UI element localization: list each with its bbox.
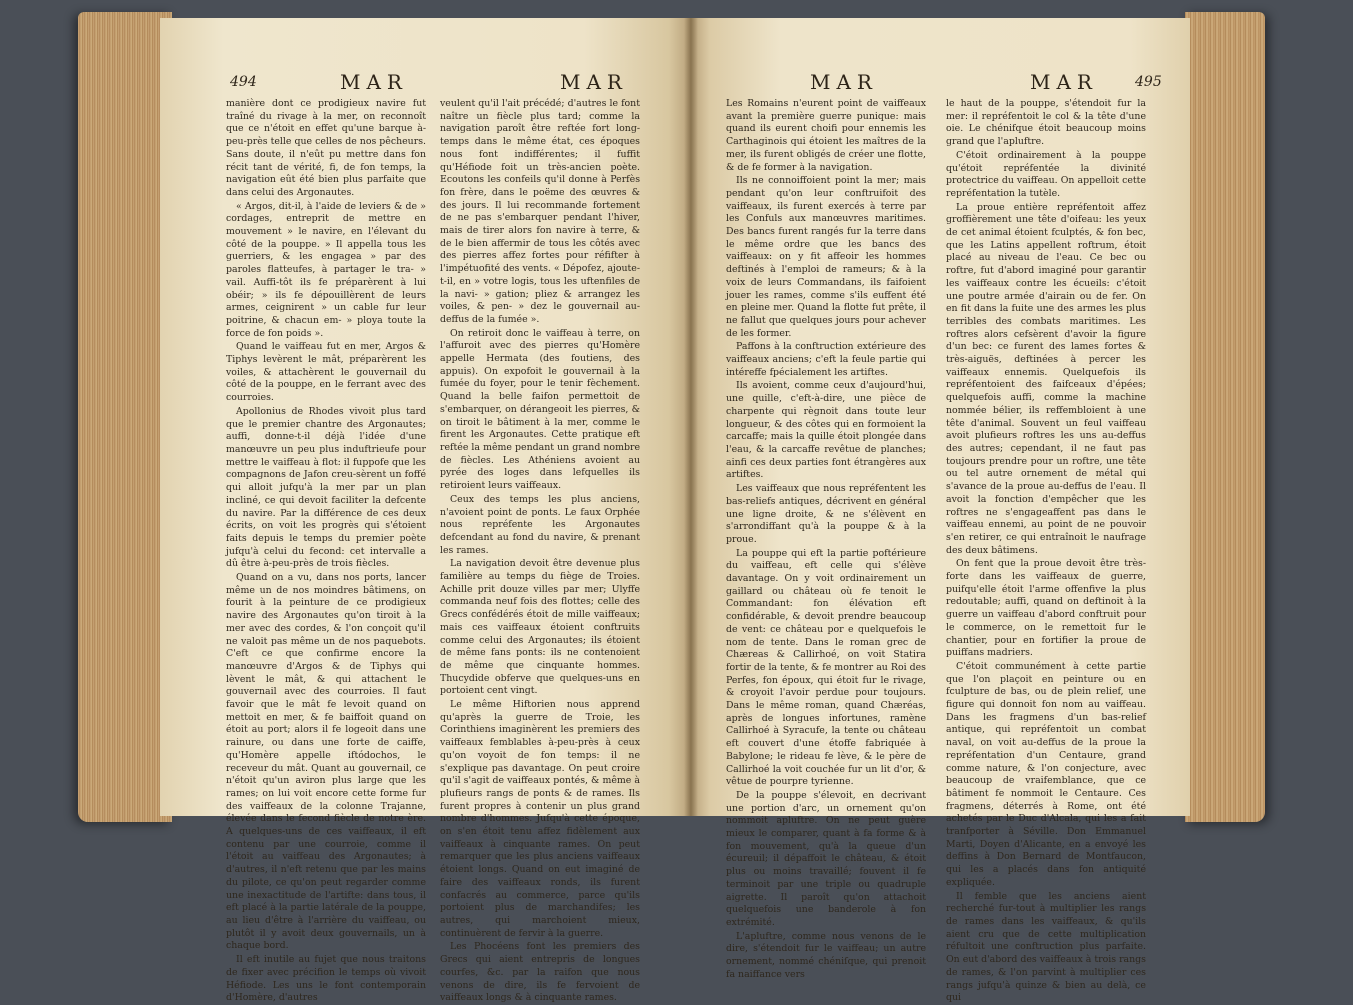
- running-head-left-2: MAR: [560, 70, 628, 94]
- paragraph: Les vaiffeaux que nous repréfentent les bas-reliefs antiques, décrivent en général une ligne droite, & ne s'élèvent en s'arrondiffant qu'à la pouppe & à la proue.: [726, 483, 926, 545]
- left-page-column-1: [226, 98, 426, 1004]
- book-gutter: [684, 18, 698, 816]
- paragraph: manière dont ce prodigieux navire fut traîné du rivage à la mer, on reconnoît que ce n'étoit en effet qu'une barque à-peu-près telle que celles de nos pêcheurs. Sans doute, il n'eût pu mettre dans fon récit tant de vérité, fi, de fon temps, la navigation eût été bien plus parfaite que dans celui des Argonautes.: [226, 98, 426, 198]
- left-page-column-2: [440, 98, 640, 1004]
- paragraph: On fent que la proue devoit être très-forte dans les vaiffeaux de guerre, puifqu'elle étoit l'arme offenfive la plus redoutable; auffi, quand on deftinoit à la guerre un vaiffeau d'abord conftruit pour le commerce, on le remettoit fur le chantier, pour en fortifier la proue de puiffans madriers.: [946, 558, 1146, 659]
- running-head-left-1: MAR: [340, 70, 408, 94]
- paragraph: Il eft inutile au fujet que nous traitons de fixer avec précifion le temps où vivoit Héfiode. Les uns le font contemporain d'Homère, d'autres: [226, 954, 426, 1004]
- paragraph: Paffons à la conftruction extérieure des vaiffeaux anciens; c'eft la feule partie qui intéreffe fpécialement les artiftes.: [726, 341, 926, 378]
- paragraph: Apollonius de Rhodes vivoit plus tard que le premier chantre des Argonautes; auffi, donne-t-il déjà l'idée d'une manœuvre un peu plus induftrieufe pour mettre le vaiffeau à flot: il fuppofe que les compagnons de Jafon creu-sèrent un foffé qui alloit jufqu'à la mer par un plan incliné, ce qui devoit faciliter la defcente du navire. Par la différence de ces deux écrits, on voit les progrès qui s'étoient faits depuis le temps du premier poète jufqu'à celui du fecond: cet intervalle a dû être à-peu-près de trois fiècles.: [226, 405, 426, 570]
- paragraph: La pouppe qui eft la partie poftérieure du vaiffeau, eft celle qui s'élève davantage. On y voit ordinairement un gaillard ou château où fe tenoit le Commandant: fon élévation eft confidérable, & devoit prendre beaucoup de vent: ce château por e quelquefois le nom de tente. Dans le roman grec de Chæreas & Callirhoé, on voit Statira fortir de la tente, & fe montrer au Roi des Perfes, fon époux, qui étoit fur le rivage, & croyoit l'avoir perdue pour toujours. Dans le même roman, quand Chæréas, après de longues infortunes, ramène Callirhoé à Syracufe, la tente ou château eft couvert d'une étoffe fabriquée à Babylone; le rideau fe lève, & le père de Callirhoé la voit couchée fur un lit d'or, & vêtue de pourpre tyrienne.: [726, 547, 926, 788]
- paragraph: On retiroit donc le vaiffeau à terre, on l'affuroit avec des pierres qu'Homère appelle Hermata (des foutiens, des appuis). On expofoit le gouvernail à la fumée du foyer, pour le tenir fèchement. Quand la belle faifon permettoit de s'embarquer, on dérangeoit les pierres, & on tiroit le bâtiment à la mer, comme le firent les Argonautes. Cette pratique eft reftée la même pendant un grand nombre de fiècles. Les Athéniens avoient au pyrée des loges dans lefquelles ils retiroient leurs vaiffeaux.: [440, 327, 640, 492]
- paragraph: veulent qu'il l'ait précédé; d'autres le font naître un fiècle plus tard; comme la navigation paroît être reftée fort long-temps dans le même état, ces époques nous font indifférentes; il fuffit qu'Héfiode foit un très-ancien poète. Ecoutons les confeils qu'il donne à Perfès fon frère, dans le poëme des œuvres & des jours. Il lui recommande fortement de ne pas s'embarquer pendant l'hiver, mais de tirer alors fon navire à terre, & de le bien affermir de tous les côtés avec des pierres affez fortes pour réfifter à l'impétuofité des vents. « Dépofez, ajoute-t-il, en » votre logis, tous les uftenfiles de la navi- » gation; pliez & arrangez les voiles, & pen- » dez le gouvernail au-deffus de la fumée ».: [440, 98, 640, 325]
- page-number-left: 494: [230, 74, 257, 90]
- paragraph: Ils avoient, comme ceux d'aujourd'hui, une quille, c'eft-à-dire, une pièce de charpente qui règnoit dans toute leur longueur, & des côtes qui en formoient la carcaffe; mais la quille étoit plongée dans l'eau, & la carcaffe revêtue de planches; ainfi ces deux parties font étrangères aux artiftes.: [726, 380, 926, 481]
- paragraph: « Argos, dit-il, à l'aide de leviers & de » cordages, entreprit de mettre en mouvement » le navire, en l'élevant du côté de la pouppe. » Il appella tous les guerriers, & les engagea » par des paroles flatteufes, à partager le tra- » vail. Auffi-tôt ils fe préparèrent à lui obéir; » ils fe dépouillèrent de leurs armes, ceignirent » un cable fur leur poitrine, & chacun em- » ploya toute la force de fon poids ».: [226, 200, 426, 339]
- paragraph: La proue entière repréfentoit affez groffièrement une tête d'oifeau: les yeux de cet animal étoient fculptés, & fon bec, que les Latins appellent roftrum, étoit placé au niveau de l'eau. Ce bec ou roftre, fut d'abord imaginé pour garantir les vaiffeaux contre les écueils: c'étoit une poutre armée d'airain ou de fer. On en fit dans la fuite une des armes les plus terribles des combats maritimes. Les roftres alors cefsèrent d'avoir la figure d'un bec: ce furent des lames fortes & très-aiguës, deftinées à percer les vaiffeaux ennemis. Quelquefois ils repréfentoient des faifceaux d'épées; quelquefois auffi, comme la machine nommée bélier, ils reffembloient à une tête d'animal. Souvent un feul vaiffeau avoit plufieurs roftres les uns au-deffus des autres; cependant, il ne faut pas toujours prendre pour un roftre, une tête ou tel autre ornement de métal qui s'avance de la proue au-deffus de l'eau. Il avoit la fonction d'empêcher que les roftres ne s'engageaffent pas dans le vaiffeau ennemi, au point de ne pouvoir s'en retirer, ce qui entraînoit le naufrage des deux bâtimens.: [946, 201, 1146, 556]
- paragraph: C'étoit ordinairement à la pouppe qu'étoit repréfentée la divinité protectrice du vaiffeau. On appelloit cette repréfentation la tutèle.: [946, 149, 1146, 199]
- paragraph: le haut de la pouppe, s'étendoit fur la mer: il repréfentoit le col & la tête d'une oie. Le chénifque étoit beaucoup moins grand que l'apluftre.: [946, 98, 1146, 148]
- paragraph: Il femble que les anciens aient recherché fur-tout à multiplier les rangs de rames dans les vaiffeaux, & qu'ils aient cru que de cette multiplication réfultoit une conftruction plus parfaite. On eut d'abord des vaiffeaux à trois rangs de rames, & l'on parvint à multiplier ces rangs jufqu'à quinze & bien au delà, ce qui: [946, 890, 1146, 1004]
- paragraph: Les Romains n'eurent point de vaiffeaux avant la première guerre punique: mais quand ils eurent choifi pour ennemis les Carthaginois qui étoient les maîtres de la mer, ils furent obligés de créer une flotte, & de fe former à la navigation.: [726, 98, 926, 173]
- right-page-column-2: [946, 98, 1146, 1004]
- paragraph: Le même Hiftorien nous apprend qu'après la guerre de Troie, les Corinthiens imaginèrent les premiers des vaiffeaux femblables à-peu-près à ceux qu'on voyoit de fon temps: il ne s'explique pas davantage. On peut croire qu'il s'agit de vaiffeaux pontés, & même à plufieurs rangs de ponts & de rames. Ils furent propres à contenir un plus grand nombre d'hommes. Jufqu'à cette époque, on s'en étoit tenu affez fidèlement aux vaiffeaux à cinquante rames. On peut remarquer que les plus anciens vaiffeaux étoient longs. Quand on eut imaginé de faire des vaiffeaux ronds, ils furent confacrés au commerce, parce qu'ils portoient plus de marchandifes; les autres, qui marchoient mieux, continuèrent de fervir à la guerre.: [440, 699, 640, 939]
- paragraph: Quand le vaiffeau fut en mer, Argos & Tiphys levèrent le mât, préparèrent les voiles, & attachèrent le gouvernail du côté de la pouppe, en le ferrant avec des courroies.: [226, 341, 426, 404]
- paragraph: La navigation devoit être devenue plus familière au temps du fiège de Troies. Achille prit douze villes par mer; Ulyffe commanda neuf fois des flottes; celle des Grecs confédérés étoit de mille vaiffeaux; mais ces vaiffeaux étoient conftruits comme celui des Argonautes; ils étoient de même fans ponts: ils ne contenoient de même que cinquante hommes. Thucydide obferve que quelques-uns en portoient cent vingt.: [440, 558, 640, 697]
- paragraph: Quand on a vu, dans nos ports, lancer même un de nos moindres bâtimens, on fourit à la peinture de ce prodigieux navire des Argonautes qu'on tiroit à la mer avec des cordes, & l'on conçoit qu'il ne valoit pas même un de nos paquebots. C'eft ce que confirme encore la manœuvre d'Argos & de Tiphys qui lèvent le mât, & qui attachent le gouvernail avec des courroies. Il faut favoir que le mât fe levoit quand on mettoit en mer, & fe baiffoit quand on étoit au port; alors il fe logeoit dans une rainure, ou dans une forte de caiffe, qu'Homère appelle iftódochos, le receveur du mât. Quant au gouvernail, ce n'étoit qu'un aviron plus large que les rames; on lui voit encore cette forme fur des vaiffeaux de la colonne Trajanne, élevée dans le fecond fiècle de notre ère. A quelques-uns de ces vaiffeaux, il eft contenu par une courroie, comme il l'étoit au vaiffeau des Argonautes; à d'autres, il n'eft retenu que par les mains du pilote, ce qu'on peut regarder comme une inexactitude de l'artifte: dans tous, il eft placé à la partie latérale de la pouppe, au lieu d'être à l'arrière du vaiffeau, ou plutôt il y avoit deux gouvernails, un à chaque bord.: [226, 572, 426, 952]
- paragraph: Ceux des temps les plus anciens, n'avoient point de ponts. Le faux Orphée nous repréfente les Argonautes defcendant au fond du navire, & prenant les rames.: [440, 493, 640, 556]
- paragraph: Les Phocéens font les premiers des Grecs qui aient entrepris de longues courfes, &c. par la raifon que nous venons de dire, ils fe fervoient de vaiffeaux longs & à cinquante rames.: [440, 941, 640, 1004]
- right-page-edges: [1185, 12, 1265, 822]
- paragraph: De la pouppe s'élevoit, en decrivant une portion d'arc, un ornement qu'on nommoit apluftre. On ne peut guère mieux le comparer, quant à fa forme & à fon mouvement, qu'à la queue d'un écureuil; il dépaffoit le château, & étoit plus ou moins travaillé; fouvent il fe terminoit par une triple ou quadruple aigrette. Il paroît qu'on attachoit quelquefois une banderole à fon extrémité.: [726, 789, 926, 928]
- running-head-right-2: MAR: [1030, 70, 1098, 94]
- running-head-right-1: MAR: [810, 70, 878, 94]
- page-number-right: 495: [1135, 74, 1162, 90]
- paragraph: C'étoit communément à cette partie que l'on plaçoit en peinture ou en fculpture de bas, ou de plein relief, une figure qui donnoit fon nom au vaiffeau. Dans les fragmens d'un bas-relief antique, qui repréfentoit un combat naval, on voit au-deffus de la proue la repréfentation d'un Centaure, grand comme nature, & l'on conjecture, avec beaucoup de vraifemblance, que ce bâtiment fe nommoit le Centaure. Ces fragmens, déterrés à Rome, ont été achetés par le Duc d'Alcala, qui les a fait tranfporter à Séville. Don Emmanuel Marti, Doyen d'Alicante, en a envoyé les deffins à Don Bernard de Montfaucon, qui les a placés dans fon antiquité expliquée.: [946, 660, 1146, 888]
- left-page: [160, 18, 690, 1004]
- left-page-edges: [78, 12, 172, 822]
- paragraph: Ils ne connoiffoient point la mer; mais pendant qu'on leur conftruifoit des vaiffeaux, ils furent exercés à terre par les Confuls aux manœuvres maritimes. Des bancs furent rangés fur la terre dans le même ordre que les bancs des vaiffeaux: on y fit affeoir les hommes deftinés à l'emploi de rameurs; & à la voix de leurs Commandans, ils faifoient jouer les rames, comme s'ils euffent été en pleine mer. Quand la flotte fut prête, il ne fallut que quelques jours pour achever de les former.: [726, 175, 926, 339]
- paragraph: L'apluftre, comme nous venons de le dire, s'étendoit fur le vaiffeau; un autre ornement, nommé chéniſque, qui prenoit fa naiffance vers: [726, 930, 926, 980]
- right-page: [690, 18, 1190, 1004]
- right-page-column-1: [726, 98, 926, 980]
